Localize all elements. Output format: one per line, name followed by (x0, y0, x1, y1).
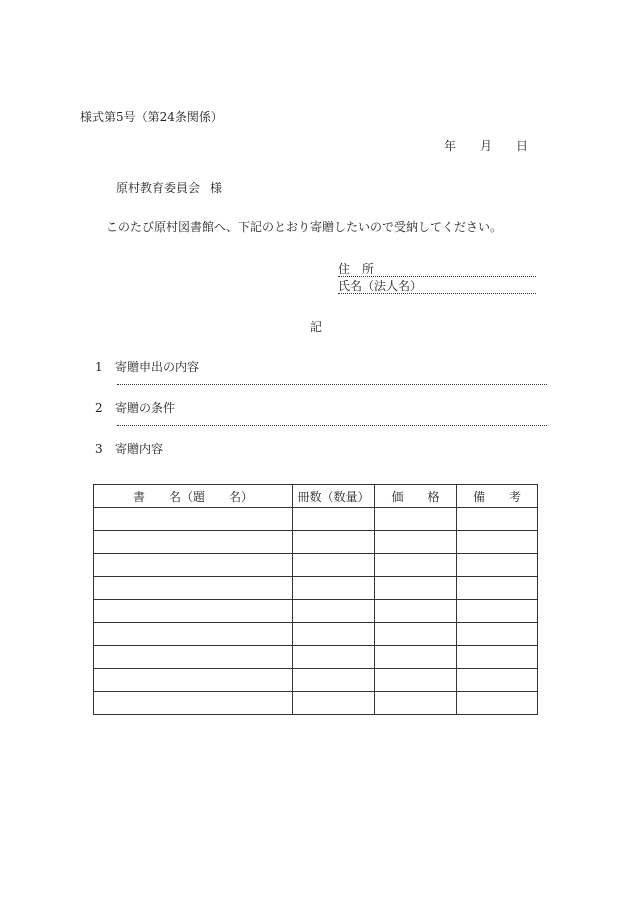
table-cell (94, 600, 293, 623)
table-cell (94, 577, 293, 600)
table-cell (457, 600, 538, 623)
form-number: 様式第5号（第24条関係） (80, 110, 223, 124)
table-header-row (94, 485, 538, 508)
table-cell (94, 623, 293, 646)
date-month: 月 (480, 139, 493, 153)
table-cell (375, 600, 457, 623)
table-cell (94, 669, 293, 692)
table-row (94, 554, 538, 577)
table-cell (375, 692, 457, 715)
table-cell (375, 508, 457, 531)
table-row (94, 531, 538, 554)
table-cell (457, 508, 538, 531)
date-line (444, 139, 528, 153)
table-cell (457, 646, 538, 669)
table-cell (457, 692, 538, 715)
item-label: 寄贈申出の内容 (115, 360, 200, 374)
table-cell (375, 623, 457, 646)
applicant-address-label: 住 所 (338, 262, 375, 276)
table-cell (293, 554, 375, 577)
addressee (116, 181, 222, 195)
donation-table (93, 484, 538, 715)
table-cell (293, 692, 375, 715)
table-cell (375, 669, 457, 692)
table-cell (94, 646, 293, 669)
addressee-name: 原村教育委員会 (116, 181, 201, 195)
item-number: 2 (95, 401, 103, 415)
header-price: 価 格 (375, 485, 457, 508)
table-cell (293, 646, 375, 669)
table-cell (293, 531, 375, 554)
table-cell (293, 623, 375, 646)
item-donation-conditions-fill-line (117, 425, 547, 426)
item-donation-conditions (95, 401, 175, 415)
table-cell (457, 669, 538, 692)
table-cell (375, 646, 457, 669)
item-number: 1 (95, 360, 103, 374)
table-cell (375, 531, 457, 554)
addressee-honorific: 様 (210, 181, 223, 195)
table-cell (293, 600, 375, 623)
item-label: 寄贈の条件 (115, 401, 176, 415)
item-donation-content (95, 360, 199, 374)
date-day: 日 (516, 139, 529, 153)
table-cell (293, 669, 375, 692)
table-cell (457, 554, 538, 577)
ki-heading: 記 (310, 320, 323, 334)
table-cell (457, 531, 538, 554)
table-cell (457, 577, 538, 600)
table-cell (293, 577, 375, 600)
table-cell (94, 531, 293, 554)
applicant-address-line (338, 262, 536, 277)
table-cell (94, 692, 293, 715)
table-row (94, 508, 538, 531)
table-row (94, 669, 538, 692)
table-row (94, 623, 538, 646)
item-donation-details (95, 442, 163, 456)
item-donation-content-fill-line (117, 384, 547, 385)
date-year: 年 (444, 139, 457, 153)
table-row (94, 600, 538, 623)
header-quantity: 冊数（数量） (293, 485, 375, 508)
request-sentence: このたび原村図書館へ、下記のとおり寄贈したいので受納してください。 (106, 220, 503, 234)
table-row (94, 646, 538, 669)
table-row (94, 692, 538, 715)
applicant-name-line (338, 279, 536, 294)
item-number: 3 (95, 442, 103, 456)
item-label: 寄贈内容 (115, 442, 164, 456)
header-title: 書 名（題 名） (94, 485, 293, 508)
table-cell (293, 508, 375, 531)
table-cell (457, 623, 538, 646)
table-row (94, 577, 538, 600)
table-body (94, 508, 538, 715)
table-cell (94, 508, 293, 531)
table-cell (375, 577, 457, 600)
header-remarks: 備 考 (457, 485, 538, 508)
applicant-name-label: 氏名（法人名） (338, 279, 423, 293)
table-cell (94, 554, 293, 577)
table-cell (375, 554, 457, 577)
